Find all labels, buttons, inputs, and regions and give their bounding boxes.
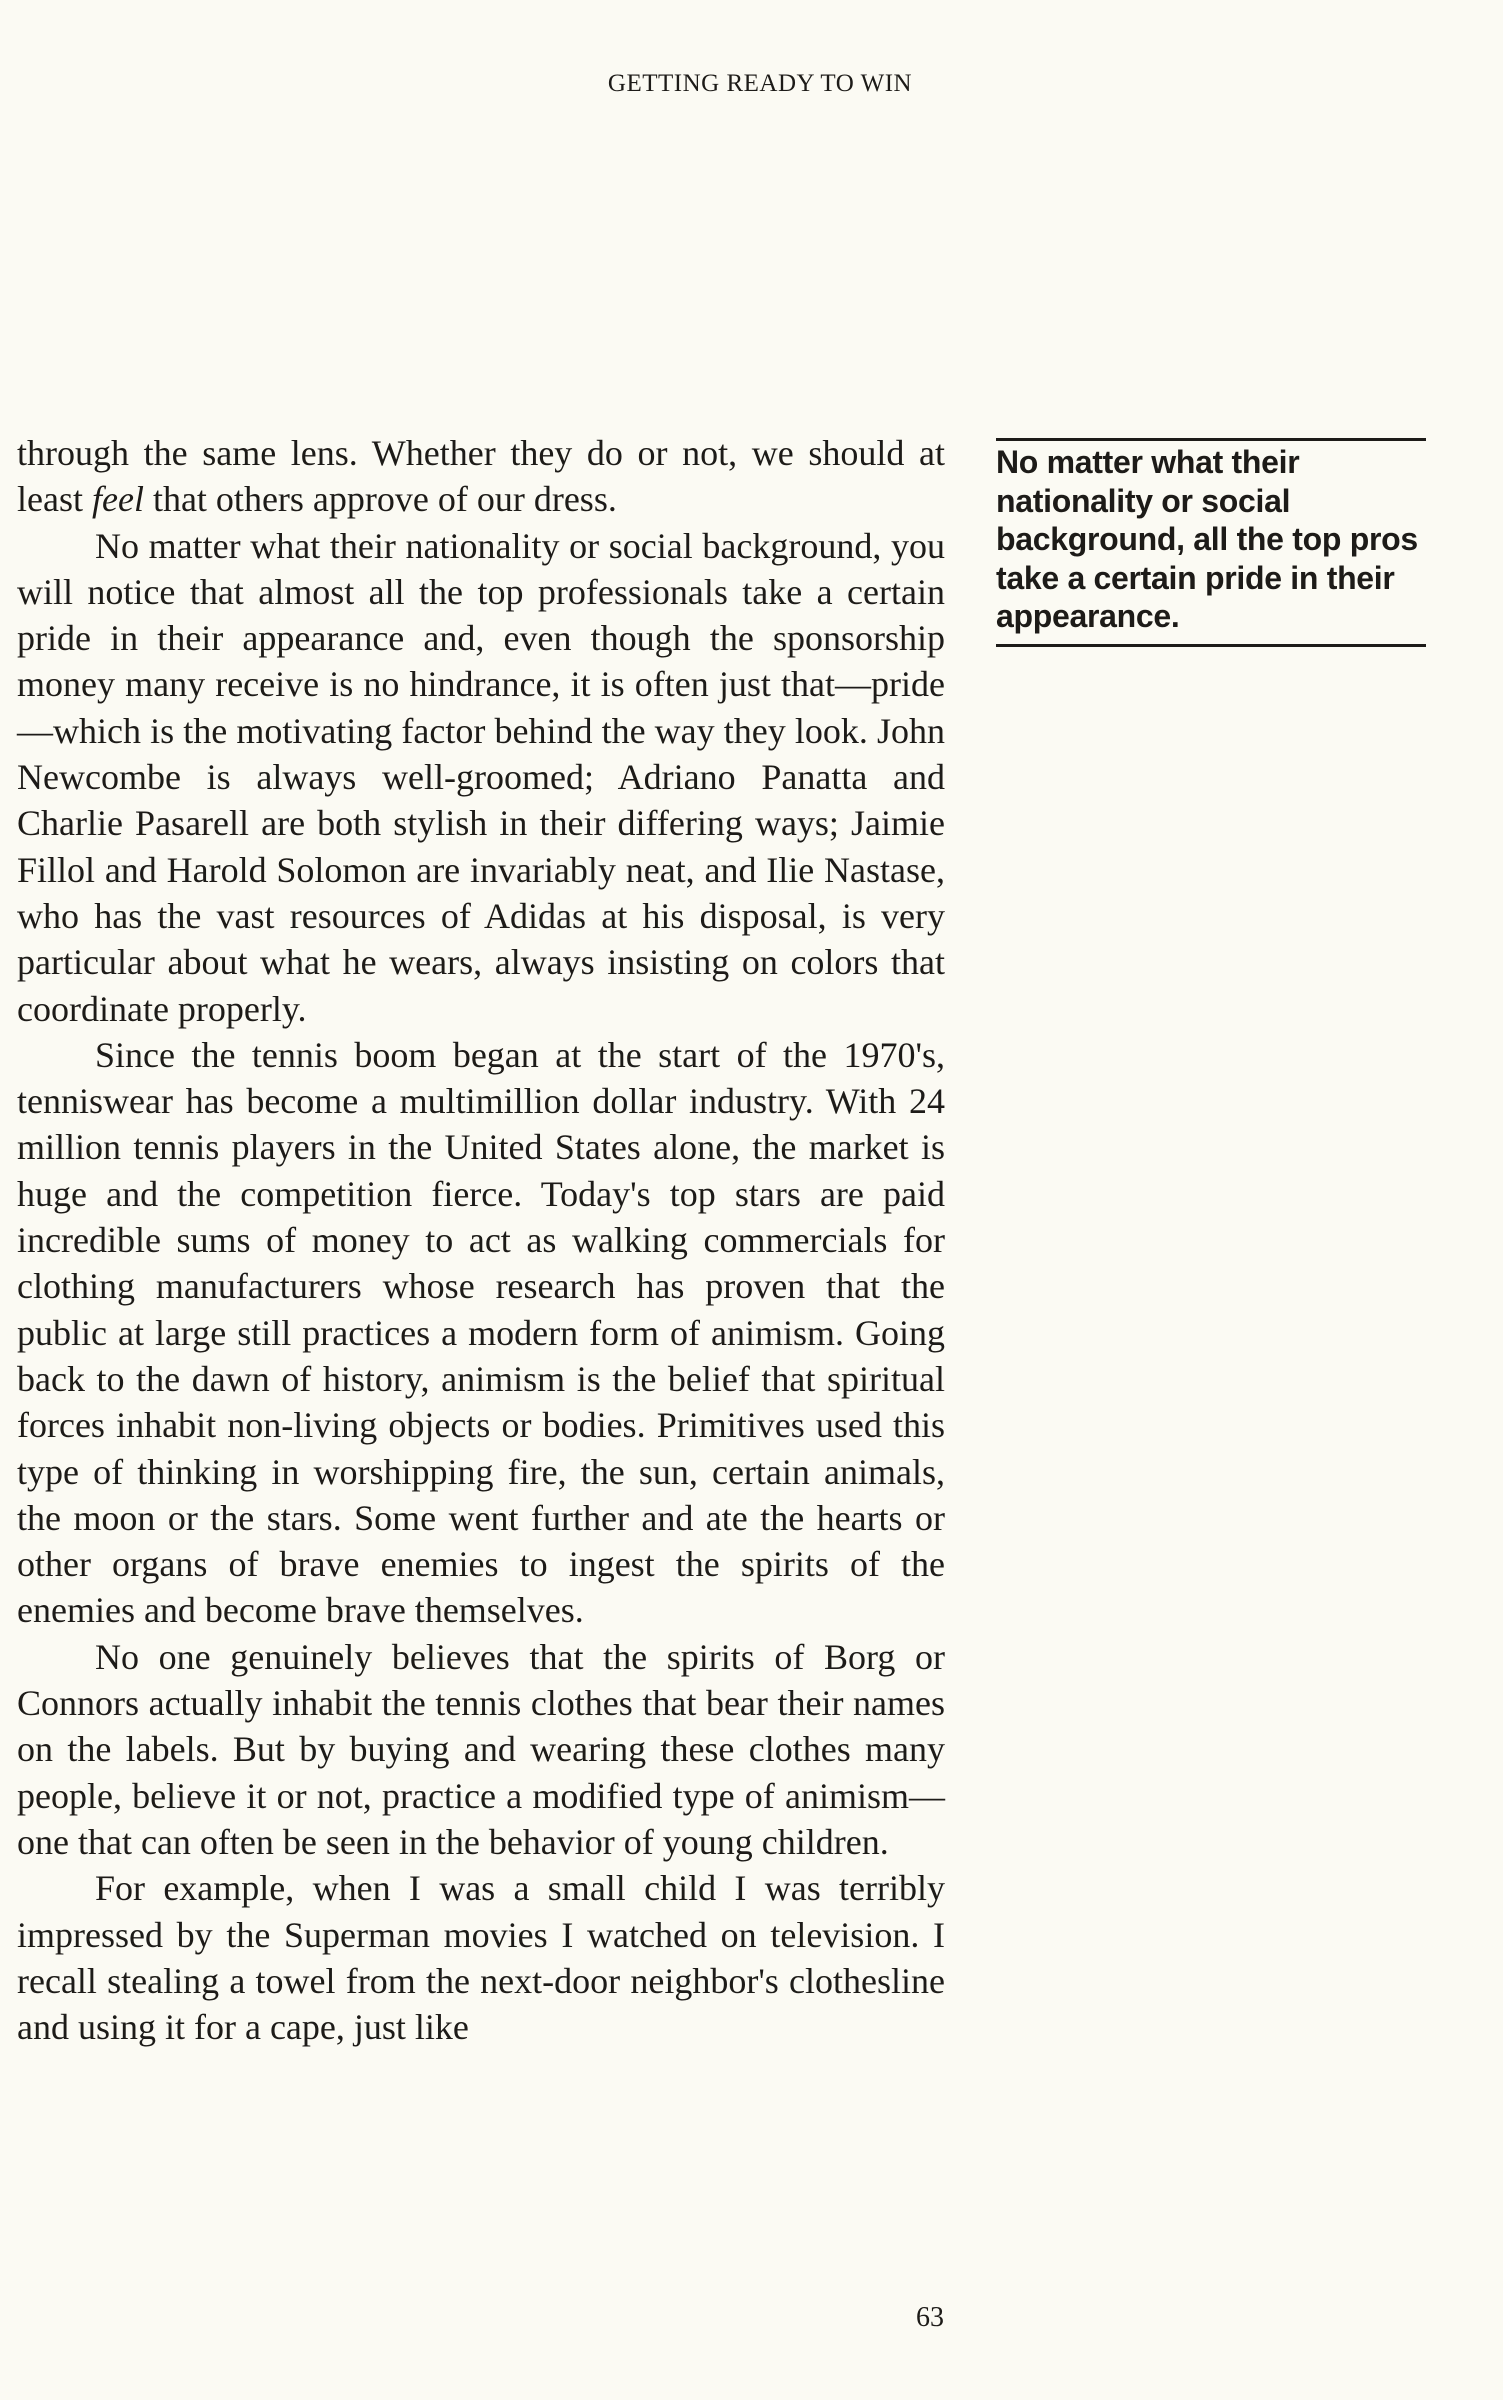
running-head: GETTING READY TO WIN bbox=[607, 70, 913, 97]
page-number: 63 bbox=[916, 2302, 944, 2333]
body-text bbox=[17, 430, 945, 2050]
paragraph: No one genuinely believes that the spirits of Borg or Connors actually inhabit the tennis clothes that bear their names on the labels. But by buying and wearing these clothes many people, believe it or not, practice a modified type of animism—one that can often be seen in the behavior of young children. bbox=[17, 1636, 945, 1862]
paragraph-text: through the same lens. Whether they do or not, we should at least bbox=[17, 433, 945, 520]
pull-quote bbox=[996, 438, 1426, 647]
paragraph: No matter what their nationality or social background, you will notice that almost all the top professionals take a certain pride in their appearance and, even though the sponsorship money many receive is no hindrance, it is often just that—pride—which is the motivating factor behind the way they look. John Newcombe is always well-groomed; Adriano Panatta and Charlie Pasarell are both stylish in their differing ways; Jaimie Fillol and Harold Solomon are invariably neat, and Ilie Nastase, who has the vast resources of Adidas at his disposal, is very particular about what he wears, always insisting on colors that coordinate properly. bbox=[17, 525, 945, 1029]
paragraph: For example, when I was a small child I was terribly impressed by the Superman movies I watched on television. I recall stealing a towel from the next-door neighbor's clothesline and using it for a cape, just like bbox=[17, 1868, 945, 2048]
emphasis-text: feel bbox=[91, 479, 144, 520]
paragraph-text: that others approve of our dress. bbox=[143, 479, 617, 520]
pull-quote-text: No matter what their nationality or social background, all the top pros take a certain pride in their appearance. bbox=[996, 444, 1418, 634]
paragraph-continuation bbox=[17, 430, 945, 523]
paragraph: Since the tennis boom began at the start of the 1970's, tenniswear has become a multimillion dollar industry. With 24 million tennis players in the United States alone, the market is huge and the competition fierce. Today's top stars are paid incredible sums of money to act as walking commercials for clothing manufacturers whose research has proven that the public at large still practices a modern form of animism. Going back to the dawn of history, animism is the belief that spiritual forces inhabit non-living objects or bodies. Primitives used this type of thinking in worshipping fire, the sun, certain animals, the moon or the stars. Some went further and ate the hearts or other organs of brave enemies to ingest the spirits of the enemies and become brave themselves. bbox=[17, 1034, 945, 1631]
